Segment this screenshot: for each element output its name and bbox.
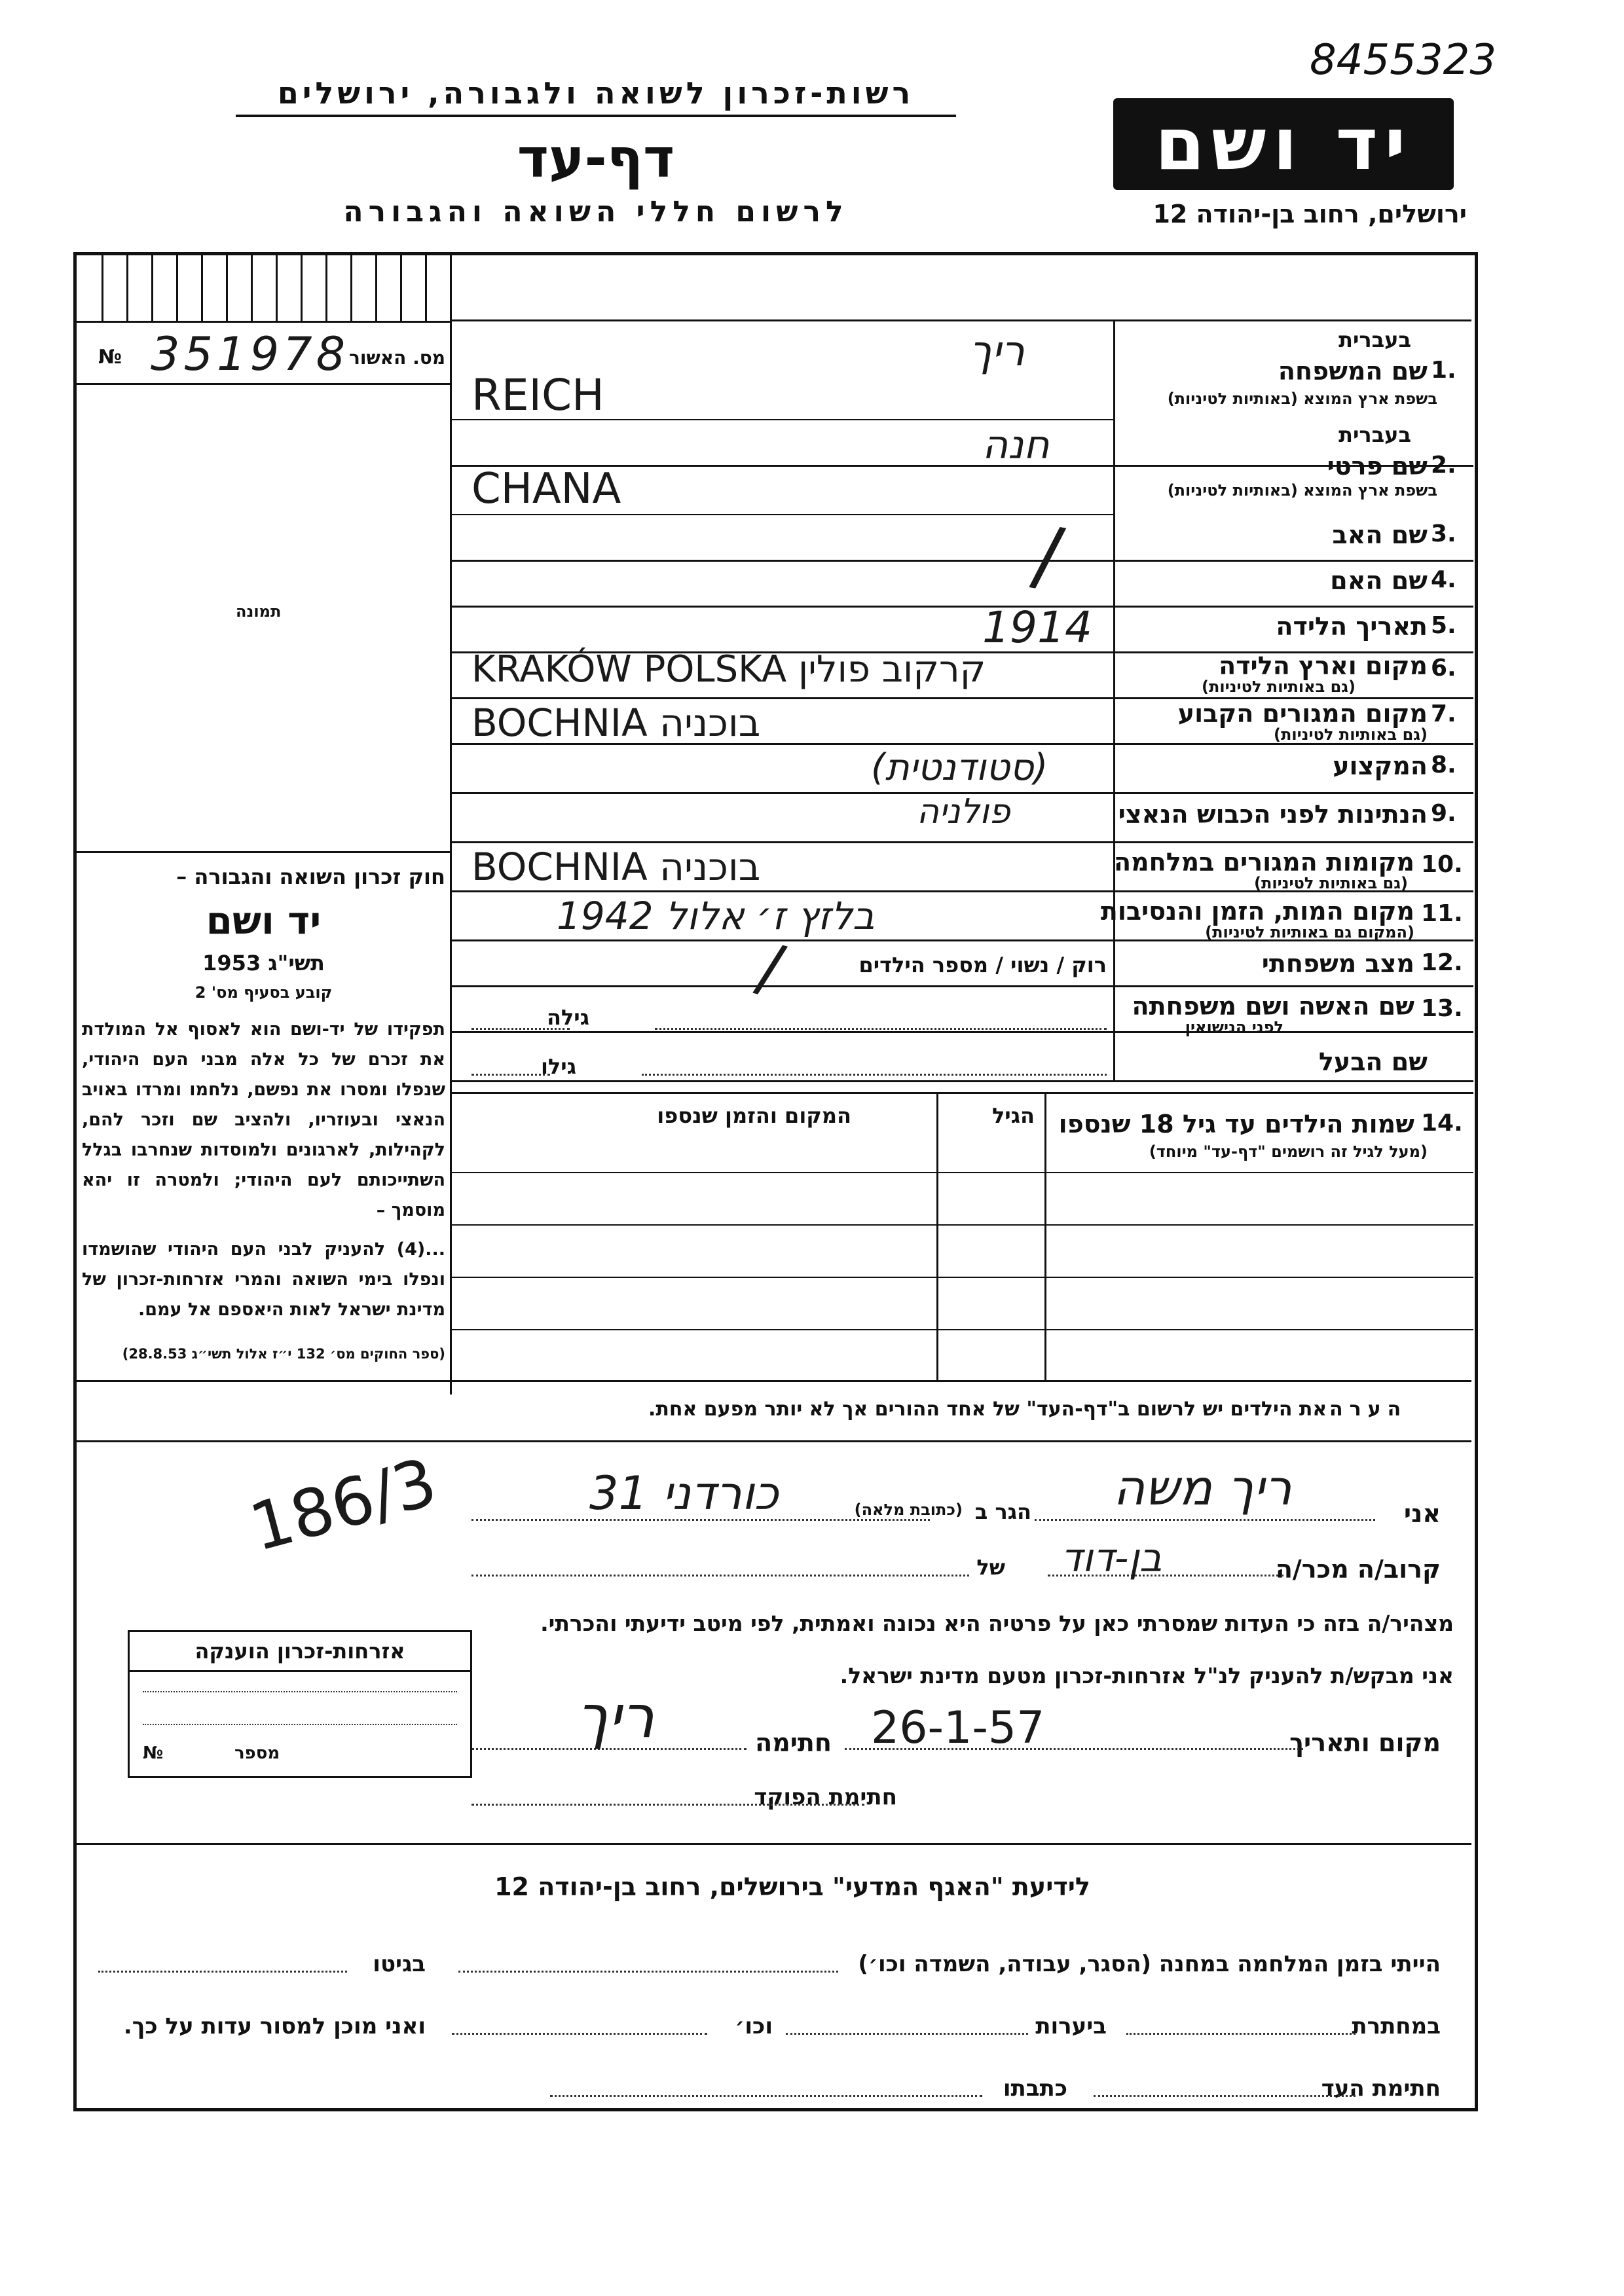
children-col-age: הגיל <box>991 1103 1035 1128</box>
bottom-line2-b: ביערות <box>1035 2013 1107 2039</box>
field-5-value: 1914 <box>982 602 1092 653</box>
field-9-number: 9. <box>1431 800 1456 827</box>
place-date-label: מקום ותאריך <box>1289 1728 1441 1757</box>
field-6-number: 6. <box>1431 655 1456 682</box>
field-8-number: 8. <box>1431 752 1456 778</box>
field-4-number: 4. <box>1431 566 1456 593</box>
field-4-label: שם האם <box>1330 566 1428 595</box>
citizenship-number-label: מספר <box>234 1743 280 1763</box>
law-name: יד ושם <box>206 898 322 943</box>
field-9-label: הנתינות לפני הכבוש הנאצי <box>1118 800 1428 829</box>
field-13-husband-label: שם הבעל <box>1318 1048 1428 1076</box>
field-6-value: KRAKÓW POLSKA קרקוב פולין <box>471 648 986 691</box>
field-3-label: שם האב <box>1332 520 1428 549</box>
field-6-sub: (גם באותיות לטיניות) <box>1202 678 1356 696</box>
field-5-label: תאריך הלידה <box>1276 612 1428 641</box>
field-7-sub: (גם באותיות לטיניות) <box>1274 725 1428 744</box>
law-text-2: ...(4) להעניק לבני העם היהודי שהושמדו ונפלו בימי השואה והמרי אזרחות-זכרון של מדינת ישראל לאות היאספם אל עמם. <box>82 1239 445 1320</box>
relation-label: קרוב/ה מכר/ה <box>1275 1555 1441 1584</box>
field-1-number: 1. <box>1431 357 1456 384</box>
page-subtitle: לרשום חללי השואה והגבורה <box>343 195 849 228</box>
approval-number: 351978 <box>151 327 350 381</box>
citizenship-box <box>128 1630 472 1778</box>
field-1-hebrew-value: ריך <box>969 327 1025 376</box>
field-6-label: מקום וארץ הלידה <box>1219 651 1428 680</box>
citizenship-title: אזרחות-זכרון הוענקה <box>130 1632 470 1672</box>
approval-label: מס. האשור <box>349 347 445 369</box>
logo-text: יד ושם <box>1154 102 1412 186</box>
declaration-date: 26-1-57 <box>871 1702 1045 1754</box>
field-3-number: 3. <box>1431 520 1456 547</box>
law-text-1: תפקידו של יד-ושם הוא לאסוף אל המולדת את זכרם של כל אלה מבני העם היהודי, שנפלו ומסרו את נפשם, נלחמו ומרדו באויב הנאצי ובעוזריו, ולהציב שם וזכר להם, לקהילות, לארגונים ולמוסדות שנחרבו בגלל השתייכותם לעם היהודי; ולמטרה זו יהא מוסמך – <box>82 1019 445 1220</box>
field-2-sub: בשפת ארץ המוצא (באותיות לטיניות) <box>1167 481 1437 500</box>
code-boxes <box>77 255 450 323</box>
signature-label: חתימה <box>755 1728 832 1757</box>
field-10-sub: (גם באותיות לטיניות) <box>1254 874 1408 892</box>
field-7-value: BOCHNIA בוכניה <box>471 701 761 745</box>
field-11-number: 11. <box>1421 900 1463 927</box>
field-2-lang: בעברית <box>1338 422 1411 447</box>
approval-row <box>92 327 445 380</box>
field-9-value: פולניה <box>917 792 1010 831</box>
bottom-line1-a: הייתי בזמן המלחמה במחנה (הסגר, עבודה, השמדה וכו׳) <box>858 1951 1441 1977</box>
of-label: של <box>976 1555 1005 1580</box>
field-7-label: מקום המגורים הקבוע <box>1177 699 1428 728</box>
address: ירושלים, רחוב בן-יהודה 12 <box>1153 200 1467 228</box>
field-10-label: מקומות המגורים במלחמה <box>1113 848 1414 877</box>
field-7-number: 7. <box>1431 701 1456 727</box>
declarant-resides-label: הגר ב <box>974 1499 1031 1524</box>
field-2-label: שם פרטי <box>1327 452 1428 481</box>
note-text: את הילדים יש לרשום ב"דף-העד" של אחד ההורים אך לא יותר מפעם אחת. <box>648 1398 1327 1421</box>
request-text: אני מבקש/ת להעניק לנ"ל אזרחות-זכרון מטעם מדינת ישראל. <box>840 1663 1454 1688</box>
field-11-label: מקום המות, הזמן והנסיבות <box>1100 897 1414 926</box>
authority-title: רשות-זכרון לשואה ולגבורה, ירושלים <box>236 75 956 117</box>
declarant-address-hint: (כתובת מלאה) <box>854 1501 963 1519</box>
field-10-number: 10. <box>1421 851 1463 878</box>
field-2-latin-value: CHANA <box>471 465 621 513</box>
field-1-latin-value: REICH <box>471 370 604 420</box>
field-1-sub: בשפת ארץ המוצא (באותיות לטיניות) <box>1167 390 1437 408</box>
declarant-i-label: אני <box>1403 1499 1441 1528</box>
field-12-number: 12. <box>1421 949 1463 976</box>
bottom-heading: לידיעת "האגף המדעי" בירושלים, רחוב בן-יהודה 12 <box>494 1872 1090 1901</box>
bottom-line1-b: בגיטו <box>373 1951 426 1977</box>
field-2-number: 2. <box>1431 452 1456 479</box>
field-10-value: BOCHNIA בוכניה <box>471 845 761 889</box>
field-8-value: (סטודנטית) <box>871 746 1048 789</box>
field-14-number: 14. <box>1421 1110 1463 1137</box>
archive-number: 8455323 <box>1310 36 1497 84</box>
field-12-extra: רוק / נשוי / מספר הילדים <box>858 953 1107 977</box>
bottom-line2-a: במחתרת <box>1352 2013 1441 2039</box>
field-1-label: שם המשפחה <box>1278 357 1428 386</box>
side-number: 186/3 <box>242 1443 445 1567</box>
declarant-address: כורדני 31 <box>589 1467 779 1520</box>
field-3-value: / <box>1027 509 1069 604</box>
bottom-line3-b: כתבתו <box>1003 2075 1067 2102</box>
field-2-hebrew-value: חנה <box>982 422 1050 468</box>
citizenship-no-mark: № <box>143 1743 164 1763</box>
children-col-place: המקום והזמן שנספו <box>657 1103 851 1128</box>
note-label: הערה <box>1329 1398 1408 1421</box>
field-12-value: / <box>750 928 792 1008</box>
law-panel <box>82 864 445 1362</box>
children-sub: (מעל לגיל זה רושמים "דף-עד" מיוחד) <box>1149 1142 1428 1161</box>
law-citation: (ספר החוקים מס׳ 132 י״ז אלול תשי״ג 28.8.53) <box>122 1346 445 1362</box>
field-13-husband-age-label: גילו <box>540 1054 576 1079</box>
children-label: שמות הילדים עד גיל 18 שנספו <box>1058 1110 1414 1139</box>
photo-label: תמונה <box>236 602 282 621</box>
declaration-text: מצהיר/ה בזה כי העדות שמסרתי כאן על פרטיה היא נכונה ואמתית, לפי מיטב ידיעתי והכרתי. <box>540 1611 1454 1636</box>
approval-no-mark: № <box>98 346 122 369</box>
field-8-label: המקצוע <box>1333 752 1428 780</box>
field-13-wife-age-label: גילה <box>546 1005 589 1030</box>
field-12-label: מצב משפחתי <box>1261 949 1414 978</box>
field-13-sub: לפני הנישואין <box>1185 1018 1283 1036</box>
law-clause: קובע בסעיף מס' 2 <box>194 983 333 1002</box>
bottom-line2-d: ואני מוכן למסור עדות על כך. <box>123 2013 426 2039</box>
relation-value: בן-דוד <box>1061 1535 1162 1581</box>
law-heading: חוק זכרון השואה והגבורה – <box>176 864 445 889</box>
declarant-name: ריך משה <box>1113 1460 1292 1516</box>
field-11-sub: (המקום גם באותיות לטיניות) <box>1205 923 1414 941</box>
field-13-label: שם האשה ושם משפחתה <box>1132 992 1414 1021</box>
field-11-value: בלזץ ז׳ אלול 1942 <box>557 894 875 938</box>
field-13-number: 13. <box>1421 995 1463 1022</box>
field-1-lang: בעברית <box>1338 327 1411 352</box>
officer-signature-label: חתימת הפוקד <box>754 1784 897 1810</box>
bottom-line3-a: חתימת העד <box>1321 2075 1441 2102</box>
signature: ריך <box>576 1683 655 1751</box>
law-year: תשי"ג 1953 <box>202 951 325 975</box>
field-5-number: 5. <box>1431 612 1456 639</box>
page-title: דף-עד <box>517 128 675 190</box>
bottom-line2-c: וכו׳ <box>735 2013 773 2039</box>
yad-vashem-logo <box>1113 98 1454 190</box>
